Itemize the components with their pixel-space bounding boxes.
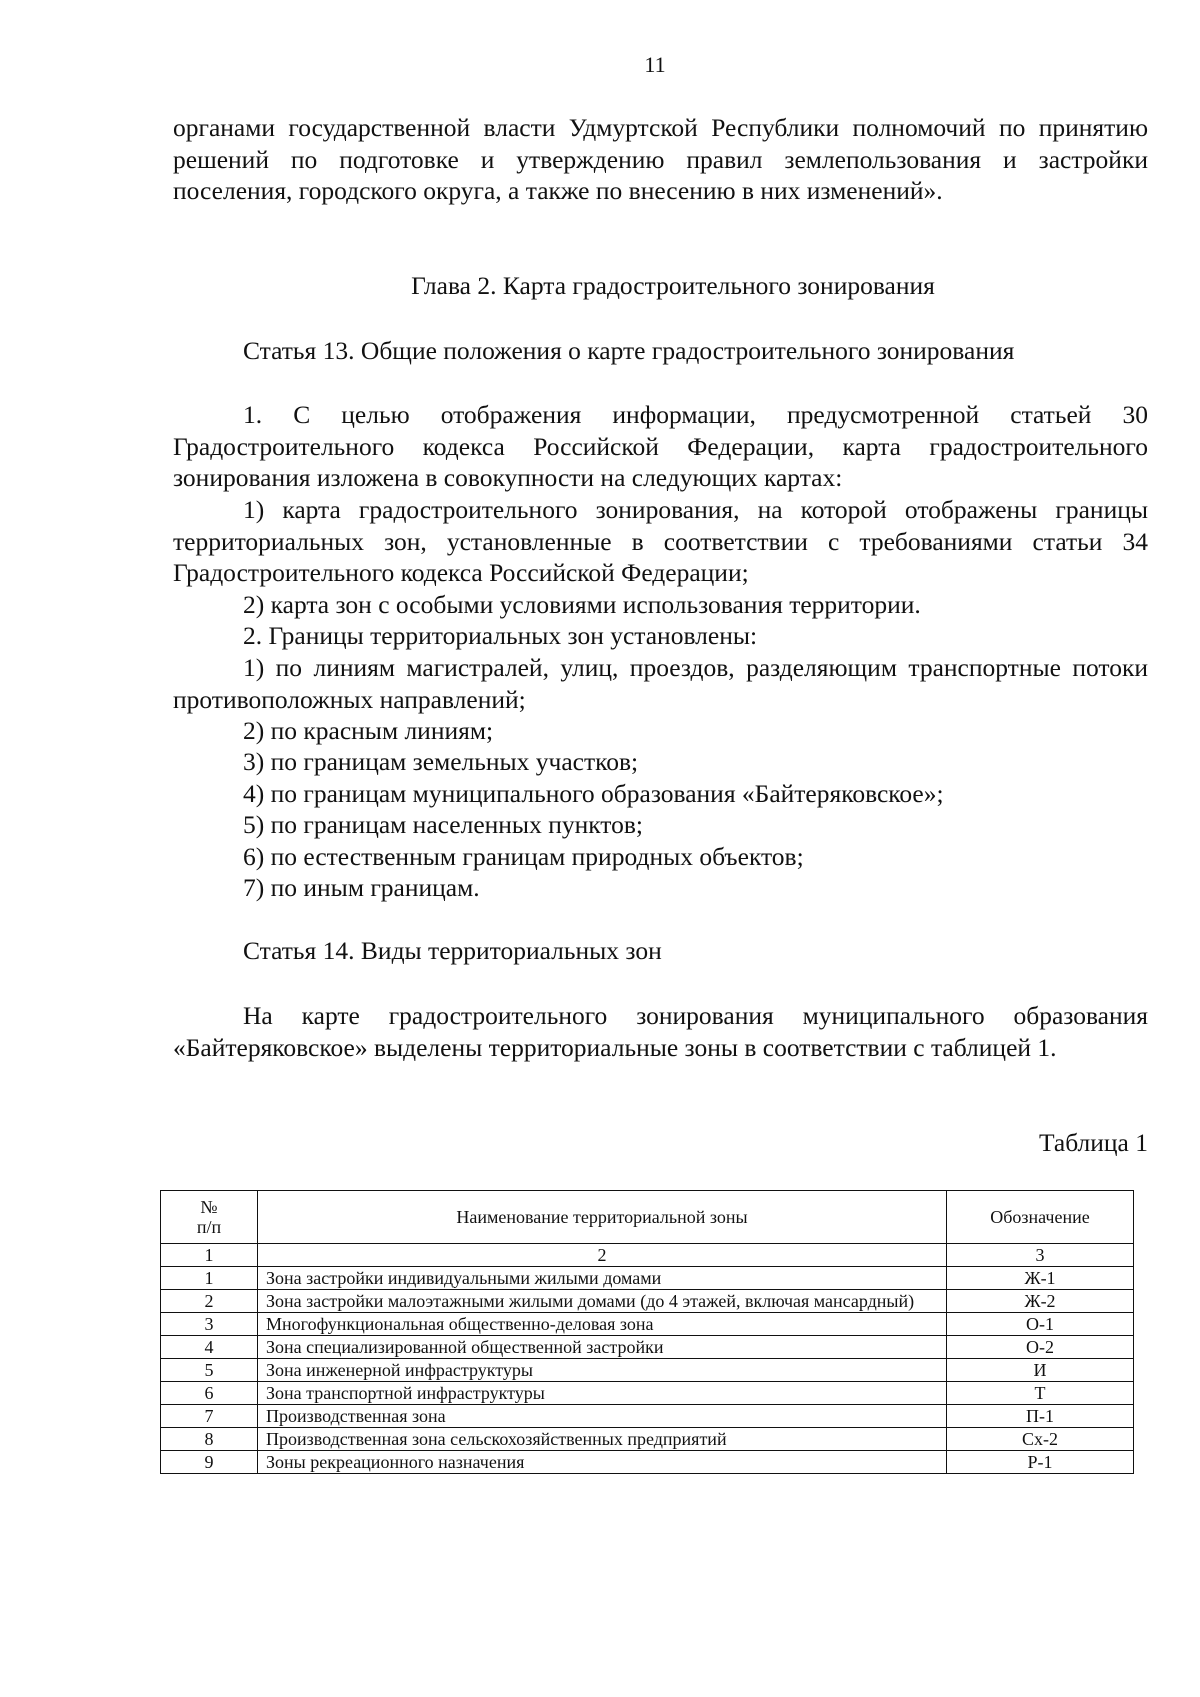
row-zone-code: И — [947, 1359, 1134, 1382]
chapter-title: Глава 2. Карта градостроительного зонирования — [411, 271, 935, 300]
row-zone-name: Зона инженерной инфраструктуры — [258, 1359, 947, 1382]
row-number: 3 — [161, 1313, 258, 1336]
table-caption: Таблица 1 — [1038, 1128, 1148, 1157]
row-zone-name: Многофункциональная общественно-деловая зона — [258, 1313, 947, 1336]
article-13-paragraph-2: 2. Границы территориальных зон установлены: — [243, 621, 758, 650]
article-14-title: Статья 14. Виды территориальных зон — [243, 936, 662, 965]
row-zone-name: Зона застройки индивидуальными жилыми домами — [258, 1267, 947, 1290]
row-number: 9 — [161, 1451, 258, 1474]
header-number — [161, 1191, 258, 1244]
row-zone-code: П-1 — [947, 1405, 1134, 1428]
row-number: 6 — [161, 1382, 258, 1405]
row-zone-code: Р-1 — [947, 1451, 1134, 1474]
header-number-line2: п/п — [196, 1217, 222, 1237]
article-13-p2-item-4: 4) по границам муниципального образования «Байтеряковское»; — [243, 779, 944, 808]
table-row — [161, 1336, 1134, 1359]
row-zone-name: Зоны рекреационного назначения — [258, 1451, 947, 1474]
header-zone-name: Наименование территориальной зоны — [258, 1191, 947, 1244]
row-number: 2 — [161, 1290, 258, 1313]
row-number: 8 — [161, 1428, 258, 1451]
row-zone-code: Сх-2 — [947, 1428, 1134, 1451]
row-number: 5 — [161, 1359, 258, 1382]
header-number-line1: № — [200, 1197, 218, 1217]
row-zone-code: О-2 — [947, 1336, 1134, 1359]
row-zone-name: Производственная зона сельскохозяйственных предприятий — [258, 1428, 947, 1451]
row-zone-code: Ж-2 — [947, 1290, 1134, 1313]
table-row — [161, 1382, 1134, 1405]
table-row — [161, 1267, 1134, 1290]
article-13-p1-item-1: 1) карта градостроительного зонирования, на которой отображены границы территориальных зон, установленные в соответствии с требованиями статьи 34 Градостроительного кодекса Российской Федерации; — [173, 495, 1148, 587]
article-13-p2-item-6: 6) по естественным границам природных объектов; — [243, 842, 804, 871]
article-13-p2-item-3: 3) по границам земельных участков; — [243, 747, 639, 776]
row-number: 7 — [161, 1405, 258, 1428]
table-row — [161, 1313, 1134, 1336]
row-zone-name: Зона транспортной инфраструктуры — [258, 1382, 947, 1405]
table-row — [161, 1451, 1134, 1474]
row-zone-name: Производственная зона — [258, 1405, 947, 1428]
table-row — [161, 1428, 1134, 1451]
row-zone-code: О-1 — [947, 1313, 1134, 1336]
table-header-row — [161, 1191, 1134, 1244]
column-number-row — [161, 1244, 1134, 1267]
table-row — [161, 1290, 1134, 1313]
column-number-2: 2 — [258, 1244, 947, 1267]
page-number: 11 — [644, 52, 666, 77]
row-number: 1 — [161, 1267, 258, 1290]
zones-table — [160, 1190, 1134, 1474]
table-row — [161, 1359, 1134, 1382]
header-code: Обозначение — [947, 1191, 1134, 1244]
row-number: 4 — [161, 1336, 258, 1359]
article-13-p2-item-2: 2) по красным линиям; — [243, 716, 494, 745]
column-number-1: 1 — [161, 1244, 258, 1267]
article-13-p1-item-2: 2) карта зон с особыми условиями использования территории. — [243, 590, 921, 619]
article-13-p2-item-5: 5) по границам населенных пунктов; — [243, 810, 643, 839]
intro-paragraph: органами государственной власти Удмуртской Республики полномочий по принятию решений по подготовке и утверждению правил землепользования и застройки поселения, городского округа, а также по внесению в них изменений». — [173, 113, 1148, 205]
article-13-title: Статья 13. Общие положения о карте градостроительного зонирования — [243, 336, 1015, 365]
article-14-paragraph: На карте градостроительного зонирования муниципального образования «Байтеряковское» выделены территориальные зоны в соответствии с таблицей 1. — [173, 1001, 1148, 1062]
row-zone-code: Т — [947, 1382, 1134, 1405]
column-number-3: 3 — [947, 1244, 1134, 1267]
article-13-p2-item-7: 7) по иным границам. — [243, 873, 480, 902]
article-13-paragraph-1: 1. С целью отображения информации, предусмотренной статьей 30 Градостроительного кодекса Российской Федерации, карта градостроительного зонирования изложена в совокупности на следующих картах: — [173, 400, 1148, 492]
table-row — [161, 1405, 1134, 1428]
article-13-p2-item-1: 1) по линиям магистралей, улиц, проездов, разделяющим транспортные потоки противоположных направлений; — [173, 653, 1148, 714]
row-zone-name: Зона застройки малоэтажными жилыми домами (до 4 этажей, включая мансардный) — [258, 1290, 947, 1313]
row-zone-name: Зона специализированной общественной застройки — [258, 1336, 947, 1359]
row-zone-code: Ж-1 — [947, 1267, 1134, 1290]
